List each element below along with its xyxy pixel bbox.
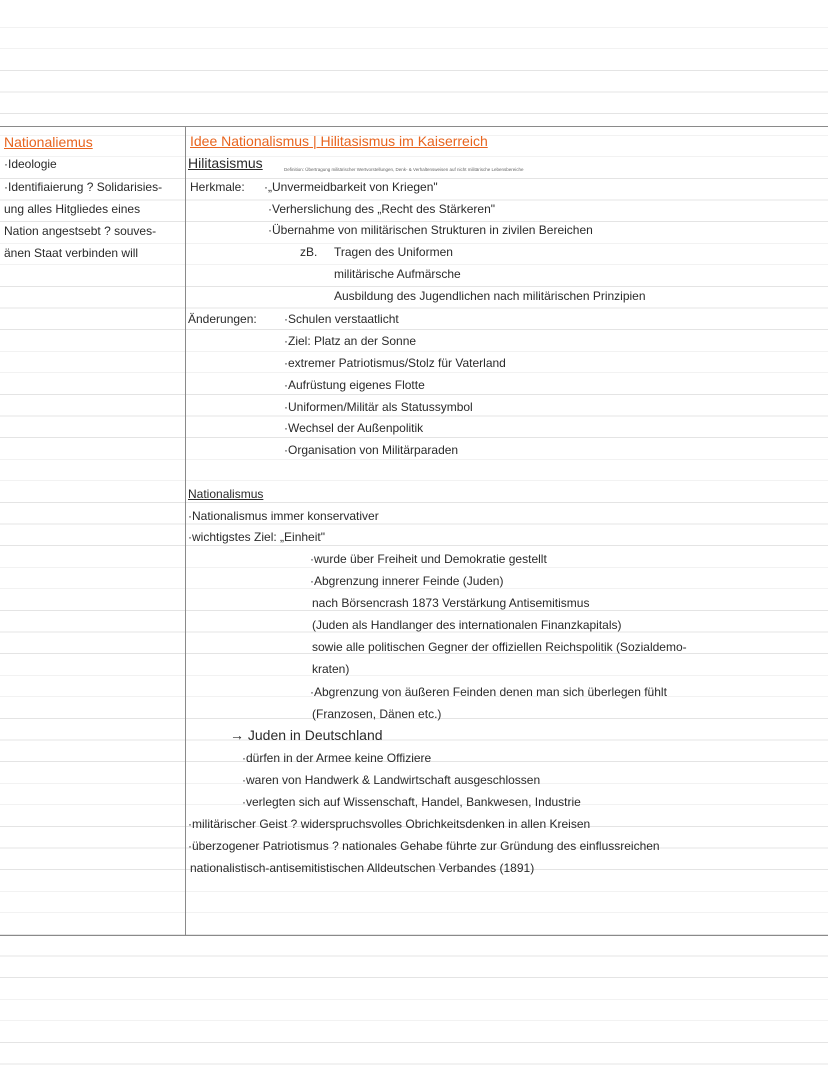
einheit-item: (Juden als Handlanger des internationalen Finanzkapitals) [312,618,622,632]
merkmal-item: ·Verherslichung des „Recht des Stärkeren" [268,202,496,216]
militarismus-heading: Hilitasismus [188,155,263,171]
juden-item: ·verlegten sich auf Wissenschaft, Handel, Bankwesen, Industrie [242,795,581,809]
left-line: Nation angestsebt ? souves- [4,224,157,238]
nationalismus-point: ·Nationalismus immer konservativer [188,509,379,523]
einheit-item: kraten) [312,662,350,676]
bottom-rule [0,935,828,936]
einheit-item: ·Abgrenzung von äußeren Feinden denen man sich überlegen fühlt [310,685,667,699]
left-heading: Nationaliemus [4,134,93,150]
einheit-item: ·Abgrenzung innerer Feinde (Juden) [310,574,504,588]
einheit-item: sowie alle politischen Gegner der offiziellen Reichspolitik (Sozialdemo- [312,640,687,654]
aenderung-item: ·Schulen verstaatlicht [284,312,399,326]
einheit-item: nach Börsencrash 1873 Verstärkung Antisemitismus [312,596,590,610]
zb-item: Ausbildung des Jugendlichen nach militärischen Prinzipien [334,289,646,303]
nationalismus-heading: Nationalismus [188,487,264,501]
final-item: nationalistisch-antisemitistischen Alldeutschen Verbandes (1891) [190,861,535,875]
left-line: änen Staat verbinden will [4,246,139,260]
aenderung-item: ·extremer Patriotismus/Stolz für Vaterland [284,356,506,370]
einheit-item: (Franzosen, Dänen etc.) [312,707,442,721]
left-line: ·Identifiaierung ? Solidarisies- [4,180,163,194]
left-line: ung alles Hitgliedes eines [4,202,141,216]
aenderung-item: ·Wechsel der Außenpolitik [284,421,424,435]
aenderung-item: ·Ziel: Platz an der Sonne [284,334,417,348]
top-rule [0,126,828,127]
einheit-item: ·wurde über Freiheit und Demokratie gestellt [310,552,547,566]
juden-item: ·waren von Handwerk & Landwirtschaft ausgeschlossen [242,773,541,787]
final-item: ·militärischer Geist ? widerspruchsvolles Obrichkeitsdenken in allen Kreisen [188,817,591,831]
zb-label: zB. [300,245,318,259]
merkmale-label: Herkmale: [190,180,245,194]
juden-item: ·dürfen in der Armee keine Offiziere [242,751,432,765]
militarismus-definition: Definition: Übertragung militärischer Wertvorstellungen, Denk- & Verhaltensweisen auf nicht militärische Lebensbereiche [284,167,524,172]
nationalismus-point: ·wichtigstes Ziel: „Einheit" [188,530,325,544]
aenderung-item: ·Aufrüstung eigenes Flotte [284,378,425,392]
aenderung-item: ·Organisation von Militärparaden [284,443,459,457]
zb-item: militärische Aufmärsche [334,267,461,281]
aenderungen-label: Änderungen: [188,312,257,326]
zb-item: Tragen des Uniformen [334,245,453,259]
aenderung-item: ·Uniformen/Militär als Statussymbol [284,400,473,414]
left-line: ·Ideologie [4,157,57,171]
juden-heading: → Juden in Deutschland [230,727,383,743]
final-item: ·überzogener Patriotismus ? nationales Gehabe führte zur Gründung des einflussreichen [188,839,660,853]
merkmal-item: ·„Unvermeidbarkeit von Kriegen" [264,180,438,194]
merkmal-item: ·Übernahme von militärischen Strukturen in zivilen Bereichen [268,223,593,237]
margin-line [185,126,186,936]
page-title: Idee Nationalismus | Hilitasismus im Kaiserreich [190,133,488,149]
